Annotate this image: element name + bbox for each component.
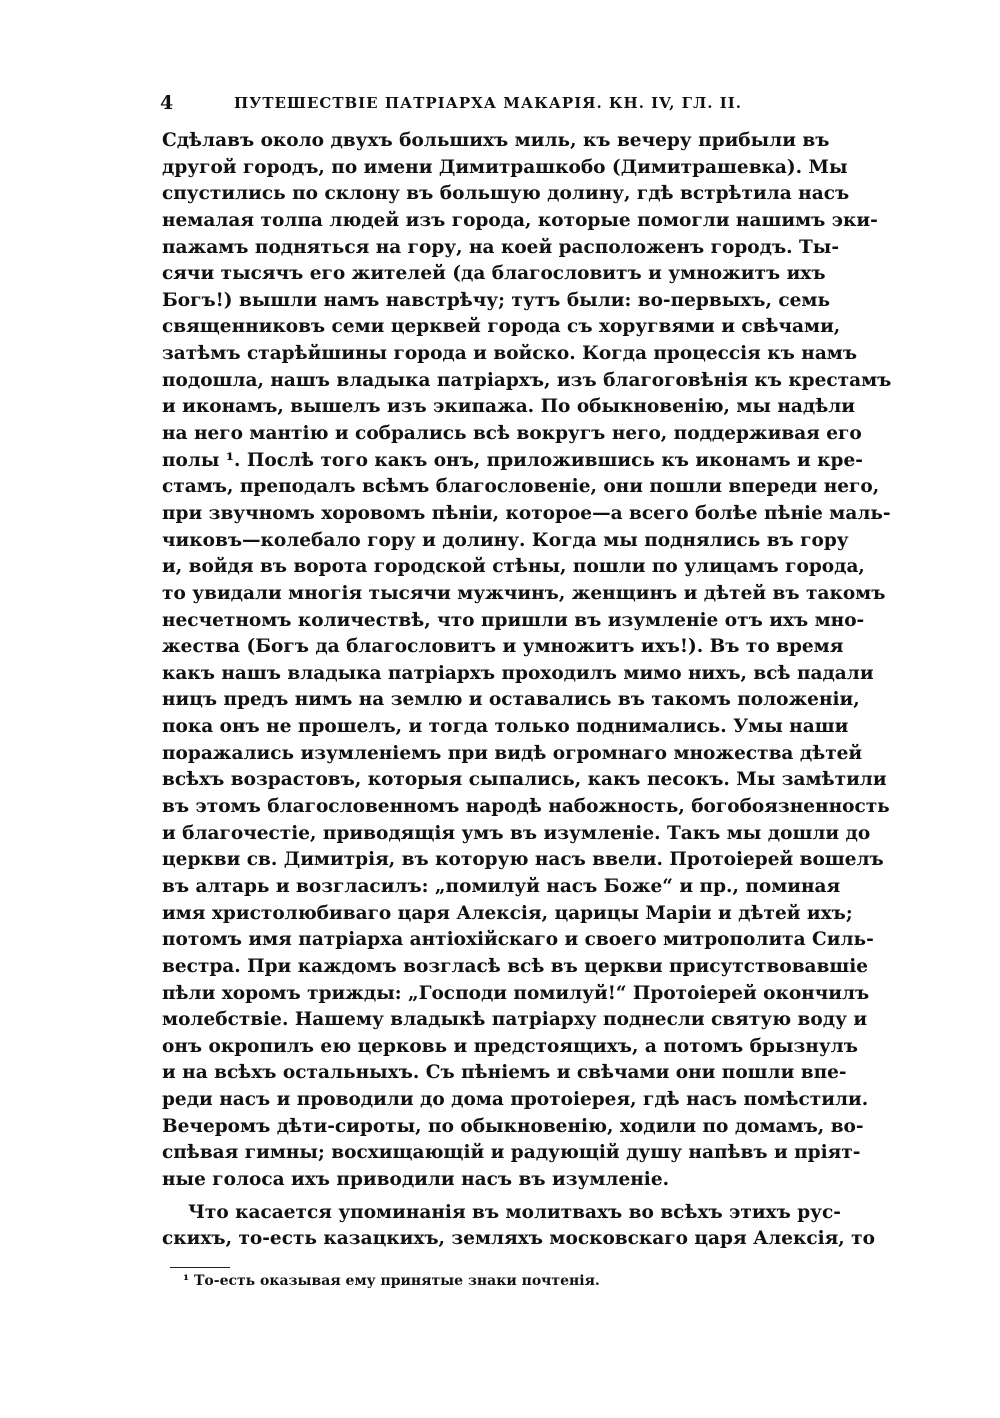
text-line: несчетномъ количествѣ, что пришли въ изумленіе отъ ихъ мно- — [162, 609, 865, 631]
text-line: спустились по склону въ большую долину, гдѣ встрѣтила насъ — [162, 183, 850, 205]
text-line: Сдѣлавъ около двухъ большихъ миль, къ вечеру прибыли въ — [162, 130, 830, 151]
text-line: ницъ предъ нимъ на землю и оставались въ такомъ положеніи, — [162, 689, 860, 711]
page-number: 4 — [160, 92, 174, 114]
text-line: на него мантію и собрались всѣ вокругъ него, поддерживая его — [162, 423, 862, 445]
text-line: то увидали многія тысячи мужчинъ, женщинъ и дѣтей въ такомъ — [162, 582, 886, 604]
text-line: немалая толпа людей изъ города, которые помогли нашимъ эки- — [162, 209, 878, 231]
text-line: имя христолюбиваго царя Алексія, царицы Маріи и дѣтей ихъ; — [162, 902, 853, 924]
body-text — [162, 128, 892, 1253]
text-line: въ этомъ благословенномъ народѣ набожность, богобоязненность — [162, 796, 890, 818]
text-line: какъ нашъ владыка патріархъ проходилъ мимо нихъ, всѣ падали — [162, 662, 874, 684]
text-line: онъ окропилъ ею церковь и предстоящихъ, а потомъ брызнулъ — [162, 1035, 858, 1057]
text-line: пока онъ не прошелъ, и тогда только поднимались. Умы наши — [162, 716, 849, 738]
text-line: въ алтарь и возгласилъ: „помилуй насъ Боже“ и пр., поминая — [162, 875, 841, 897]
text-line: при звучномъ хоровомъ пѣніи, которое—а всего болѣе пѣніе маль- — [162, 502, 891, 524]
text-line: Вечеромъ дѣти-сироты, по обыкновенію, ходили по домамъ, во- — [162, 1115, 864, 1137]
text-line: и на всѣхъ остальныхъ. Съ пѣніемъ и свѣчами они пошли впе- — [162, 1062, 847, 1084]
text-line: пажамъ подняться на гору, на коей расположенъ городъ. Ты- — [162, 236, 840, 258]
text-line: спѣвая гимны; восхищающій и радующій душу напѣвъ и пріят- — [162, 1142, 861, 1164]
text-line: молебствіе. Нашему владыкѣ патріарху поднесли святую воду и — [162, 1009, 868, 1031]
text-line: Что касается упоминанія въ молитвахъ во всѣхъ этихъ рус- — [188, 1201, 841, 1223]
text-line: пѣли хоромъ трижды: „Господи помилуй!“ Протоіерей окончилъ — [162, 982, 870, 1004]
text-line: чиковъ—колебало гору и долину. Когда мы поднялись въ гору — [162, 529, 849, 551]
text-line: священниковъ семи церквей города съ хоругвями и свѣчами, — [162, 316, 841, 338]
footnote: ¹ То-есть оказывая ему принятые знаки почтенія. — [183, 1273, 600, 1289]
text-line: жества (Богъ да благословитъ и умножитъ ихъ!). Въ то время — [162, 636, 844, 658]
text-line: полы ¹. Послѣ того какъ онъ, приложившись къ иконамъ и кре- — [162, 449, 863, 471]
text-line: реди насъ и проводили до дома протоіерея, гдѣ насъ помѣстили. — [162, 1089, 869, 1111]
text-line: поражались изумленіемъ при видѣ огромнаго множества дѣтей — [162, 742, 863, 764]
text-line: Богъ!) вышли намъ навстрѣчу; тутъ были: во-первыхъ, семь — [162, 289, 831, 311]
text-line: сячи тысячъ его жителей (да благословитъ и умножитъ ихъ — [162, 263, 826, 285]
text-line: стамъ, преподалъ всѣмъ благословеніе, они пошли впереди него, — [162, 476, 880, 498]
running-header — [160, 92, 742, 116]
running-title: ПУТЕШЕСТВІЕ ПАТРІАРХА МАКАРІЯ. КН. IV, ГЛ. II. — [234, 94, 742, 112]
text-line: скихъ, то-есть казацкихъ, земляхъ московскаго царя Алексія, то — [162, 1228, 875, 1250]
text-line: затѣмъ старѣйшины города и войско. Когда процессія къ намъ — [162, 343, 858, 365]
text-line: церкви св. Димитрія, въ которую насъ ввели. Протоіерей вошелъ — [162, 849, 884, 871]
text-line: всѣхъ возрастовъ, которыя сыпались, какъ песокъ. Мы замѣтили — [162, 769, 887, 791]
text-line: и, войдя въ ворота городской стѣны, пошли по улицамъ города, — [162, 556, 865, 578]
text-line: вестра. При каждомъ возгласѣ всѣ въ церкви присутствовавшіе — [162, 955, 869, 977]
text-line: другой городъ, по имени Димитрашкобо (Димитрашевка). Мы — [162, 156, 848, 178]
text-line: подошла, нашъ владыка патріархъ, изъ благоговѣнія къ крестамъ — [162, 369, 892, 391]
text-line: и благочестіе, приводящія умъ въ изумленіе. Такъ мы дошли до — [162, 822, 871, 844]
text-line: ные голоса ихъ приводили насъ въ изумленіе. — [162, 1168, 670, 1190]
text-line: потомъ имя патріарха антіохійскаго и своего митрополита Силь- — [162, 929, 874, 951]
text-line: и иконамъ, вышелъ изъ экипажа. По обыкновенію, мы надѣли — [162, 396, 856, 418]
footnote-rule — [170, 1267, 230, 1268]
